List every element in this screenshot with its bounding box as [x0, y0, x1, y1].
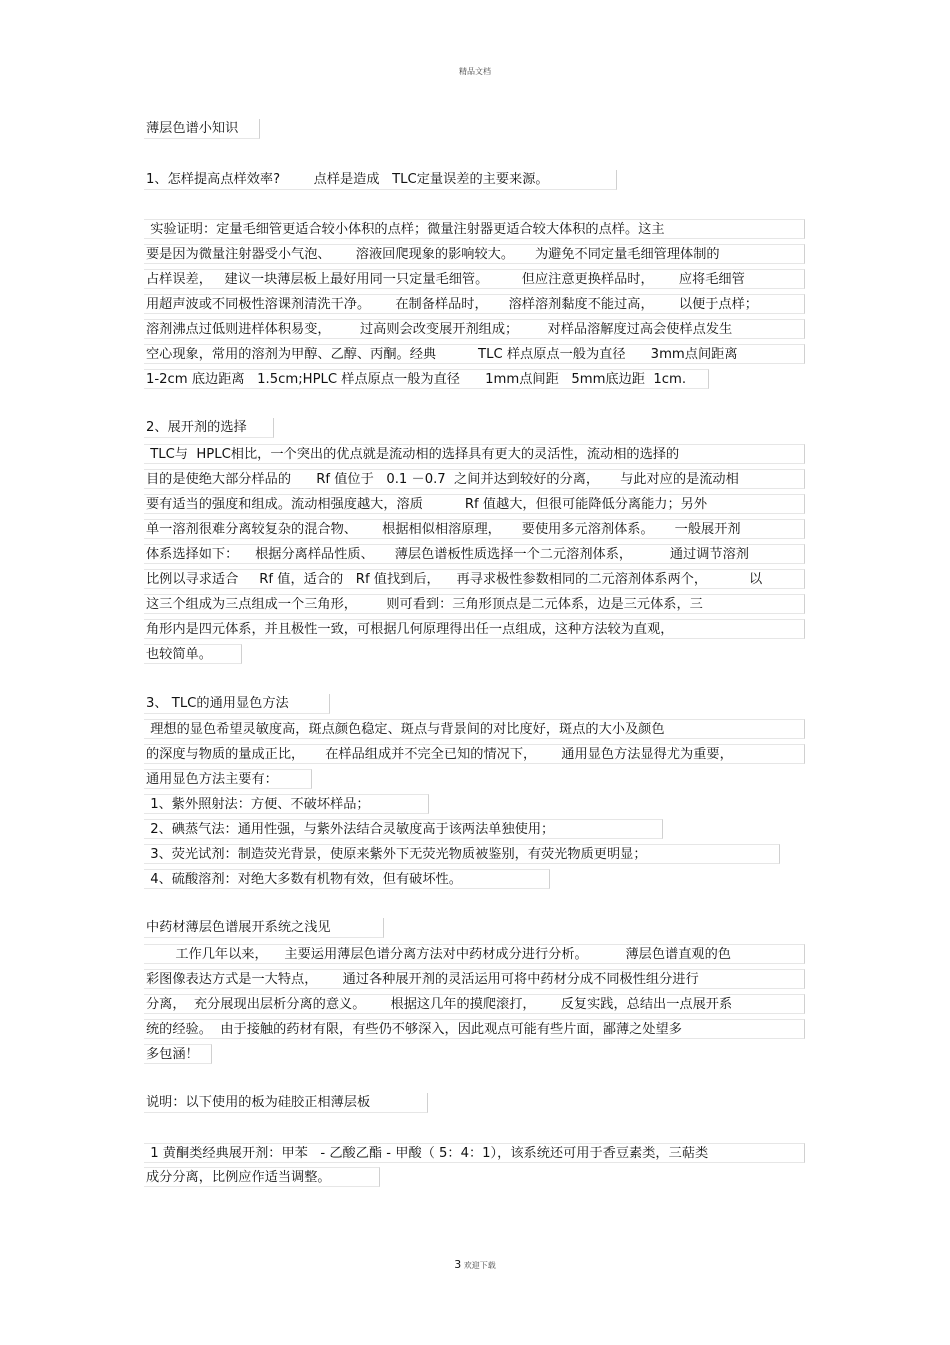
text-line: 理想的显色希望灵敏度高，斑点颜色稳定、斑点与背景间的对比度好，斑点的大小及颜色 [144, 719, 805, 739]
list-item: 4、硫酸溶剂：对绝大多数有机物有效，但有破坏性。 [144, 869, 550, 889]
text-line: 要是因为微量注射器受小气泡、 溶液回爬现象的影响较大。 为避免不同定量毛细管理体制的 [144, 244, 805, 264]
text-line: 分离， 充分展现出层析分离的意义。 根据这几年的摸爬滚打， 反复实践，总结出一点展开系 [144, 994, 805, 1014]
page-header: 精品文档 [459, 67, 491, 76]
section-3-heading: 3、 TLC的通用显色方法 [144, 694, 330, 714]
section-1-heading: 1、怎样提高点样效率? 点样是造成 TLC定量误差的主要来源。 [144, 170, 617, 190]
text-line: 工作几年以来， 主要运用薄层色谱分离方法对中药材成分进行分析。 薄层色谱直观的色 [144, 944, 805, 964]
text-line: 用超声波或不同极性溶课剂清洗干净。 在制备样品时， 溶样溶剂黏度不能过高， 以便于点样； [144, 294, 805, 314]
text-line: 的深度与物质的量成正比， 在样品组成并不完全已知的情况下， 通用显色方法显得尤为重要， [144, 744, 805, 764]
list-item: 3、荧光试剂：制造荧光背景，使原来紫外下无荧光物质被鉴别，有荧光物质更明显； [144, 844, 780, 864]
text-line: 实验证明：定量毛细管更适合较小体积的点样；微量注射器更适合较大体积的点样。这主 [144, 219, 805, 239]
section-2-heading: 2、展开剂的选择 [144, 418, 274, 438]
text-line: 目的是使绝大部分样品的 Rf 值位于 0.1 －0.7 之间并达到较好的分离， 与此对应的是流动相 [144, 469, 805, 489]
text-line: 也较简单。 [144, 644, 242, 664]
text-line: 角形内是四元体系，并且极性一致，可根据几何原理得出任一点组成，这种方法较为直观， [144, 619, 805, 639]
text-line: 多包涵！ [144, 1044, 212, 1064]
text-line: 通用显色方法主要有： [144, 769, 312, 789]
list-item: 1、紫外照射法：方便、不破坏样品； [144, 794, 429, 814]
text-line: 溶剂沸点过低则进样体积易变， 过高则会改变展开剂组成； 对样品溶解度过高会使样点发生 [144, 319, 805, 339]
note-line: 说明：以下使用的板为硅胶正相薄层板 [144, 1093, 428, 1113]
text-line: 统的经验。 由于接触的药材有限，有些仍不够深入，因此观点可能有些片面，鄙薄之处望多 [144, 1019, 805, 1039]
text-line: 1 黄酮类经典展开剂：甲苯 - 乙酸乙酯 - 甲酸（ 5：4：1），该系统还可用于香豆素类，三萜类 [144, 1143, 805, 1163]
text-line: 空心现象，常用的溶剂为甲醇、乙醇、丙酮。经典 TLC 样点原点一般为直径 3mm点间距离 [144, 344, 805, 364]
text-line: 成分分离，比例应作适当调整。 [144, 1167, 380, 1187]
text-line: 这三个组成为三点组成一个三角形， 则可看到：三角形顶点是二元体系，边是三元体系，三 [144, 594, 805, 614]
section-4-heading: 中药材薄层色谱展开系统之浅见 [144, 918, 384, 938]
page-footer [0, 1258, 950, 1271]
page-number: 3 [454, 1258, 462, 1271]
text-line: 体系选择如下： 根据分离样品性质、 薄层色谱板性质选择一个二元溶剂体系， 通过调节溶剂 [144, 544, 805, 564]
text-line: 彩图像表达方式是一大特点， 通过各种展开剂的灵活运用可将中药材分成不同极性组分进行 [144, 969, 805, 989]
text-line: 比例以寻求适合 Rf 值，适合的 Rf 值找到后， 再寻求极性参数相同的二元溶剂体系两个， 以 [144, 569, 805, 589]
title-line: 薄层色谱小知识 [144, 119, 260, 139]
text-line: TLC与 HPLC相比，一个突出的优点就是流动相的选择具有更大的灵活性，流动相的选择的 [144, 444, 805, 464]
footer-text: 欢迎下载 [463, 1261, 496, 1270]
text-line: 1-2cm 底边距离 1.5cm;HPLC 样点原点一般为直径 1mm点间距 5mm底边距 1cm. [144, 369, 709, 389]
text-line: 要有适当的强度和组成。流动相强度越大，溶质 Rf 值越大，但很可能降低分离能力；另外 [144, 494, 805, 514]
list-item: 2、碘蒸气法：通用性强，与紫外法结合灵敏度高于该两法单独使用； [144, 819, 663, 839]
text-line: 占样误差， 建议一块薄层板上最好用同一只定量毛细管。 但应注意更换样品时， 应将毛细管 [144, 269, 805, 289]
text-line: 单一溶剂很难分离较复杂的混合物、 根据相似相溶原理， 要使用多元溶剂体系。 一般展开剂 [144, 519, 805, 539]
